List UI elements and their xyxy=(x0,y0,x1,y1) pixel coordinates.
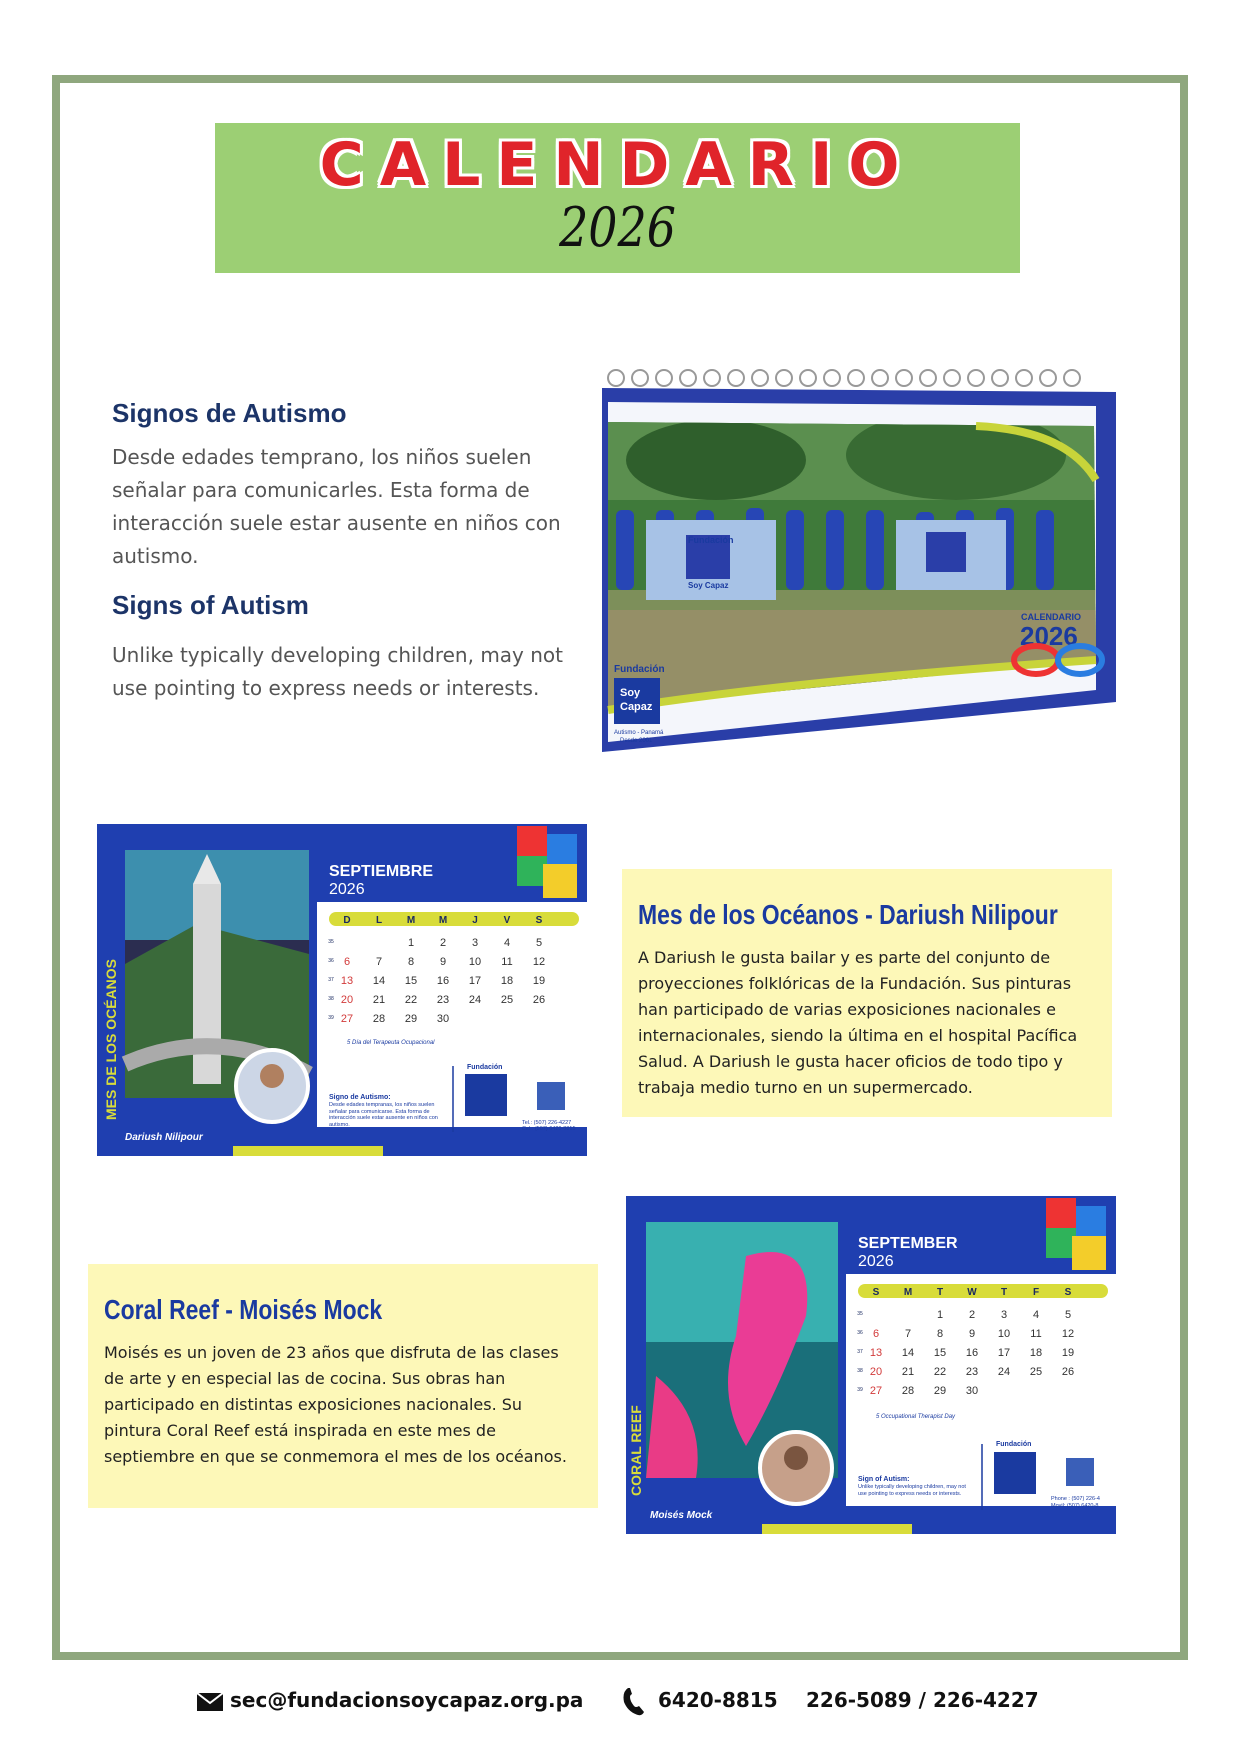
sep-en-week-number: 35 xyxy=(857,1311,863,1317)
sep-en-week-number: 38 xyxy=(857,1368,863,1374)
sep-es-day: 19 xyxy=(532,975,546,987)
sep-en-day: 14 xyxy=(901,1347,915,1359)
sep-es-day: 27 xyxy=(340,1013,354,1025)
desk-cal-label: CALENDARIO xyxy=(1021,612,1081,622)
sep-es-day: 9 xyxy=(439,956,447,968)
sep-en-day: 30 xyxy=(965,1385,979,1397)
sep-en-weekday: T xyxy=(1000,1287,1008,1298)
sep-en-weekday: F xyxy=(1032,1287,1040,1298)
sep-es-phone-1: Tel.: (507) 226-4227 xyxy=(522,1120,572,1126)
desk-org-since: Desde 2001 xyxy=(620,738,653,744)
sep-en-day: 10 xyxy=(997,1328,1011,1340)
sep-es-day: 13 xyxy=(340,975,354,987)
sep-en-phone-2: Movil: (507) 6420-8 xyxy=(1051,1503,1099,1509)
sep-es-weekday: M xyxy=(406,915,416,926)
moises-note xyxy=(88,1264,598,1508)
sep-es-day: 16 xyxy=(436,975,450,987)
sep-es-weekday: J xyxy=(472,915,478,926)
sep-es-day: 8 xyxy=(407,956,415,968)
desk-calendar-photo xyxy=(596,360,1118,752)
sep-en-day: 12 xyxy=(1061,1328,1075,1340)
sep-en-sign-title: Sign of Autism: xyxy=(858,1476,910,1483)
moises-title: Coral Reef - Moisés Mock xyxy=(104,1294,383,1325)
sep-en-artist: Moisés Mock xyxy=(650,1510,713,1521)
sep-es-day: 5 xyxy=(535,937,543,949)
sep-es-day: 25 xyxy=(500,994,514,1006)
sep-en-week-number: 36 xyxy=(857,1330,863,1336)
desk-cal-year: 2026 xyxy=(1020,621,1078,651)
sep-en-day: 19 xyxy=(1061,1347,1075,1359)
sep-en-week-number: 39 xyxy=(857,1387,863,1393)
sep-en-day: 5 xyxy=(1064,1309,1072,1321)
desk-banner-name: Soy Capaz xyxy=(688,581,729,590)
sep-es-weekday: S xyxy=(535,915,543,926)
dariush-note xyxy=(622,869,1112,1117)
sep-es-day: 24 xyxy=(468,994,482,1006)
sep-en-year: 2026 xyxy=(858,1253,894,1270)
sep-en-day: 29 xyxy=(933,1385,947,1397)
footer-email[interactable]: sec@fundacionsoycapaz.org.pa xyxy=(230,1688,584,1712)
sep-es-day: 4 xyxy=(503,937,511,949)
sep-es-day: 11 xyxy=(501,956,513,968)
spanish-heading: Signos de Autismo xyxy=(112,398,347,428)
sep-es-week-number: 36 xyxy=(328,958,334,964)
sep-en-day: 25 xyxy=(1029,1366,1043,1378)
sep-en-day: 4 xyxy=(1032,1309,1040,1321)
sep-en-day: 7 xyxy=(904,1328,912,1340)
sep-es-week-number: 35 xyxy=(328,939,334,945)
footer xyxy=(0,1680,1240,1720)
sep-en-day: 20 xyxy=(869,1366,883,1378)
english-heading: Signs of Autism xyxy=(112,590,309,620)
sep-en-day: 11 xyxy=(1030,1328,1042,1340)
sep-es-day: 12 xyxy=(532,956,546,968)
sep-en-weekday: S xyxy=(1064,1287,1072,1298)
sep-en-week-number: 37 xyxy=(857,1349,863,1355)
sep-es-side-label: MES DE LOS OCÉANOS xyxy=(103,958,119,1120)
sep-es-day: 6 xyxy=(343,956,351,968)
sep-es-day: 29 xyxy=(404,1013,418,1025)
sep-es-month: SEPTIEMBRE xyxy=(329,863,434,880)
spanish-body: Desde edades temprano, los niños suelen señalar para comunicarles. Esta forma de interacción suele estar ausente en niños con autismo. xyxy=(112,445,561,568)
qr-code-icon xyxy=(537,1082,565,1110)
sep-es-day: 15 xyxy=(404,975,418,987)
envelope-icon xyxy=(196,1692,224,1712)
sep-en-sign-text: Unlike typically developing children, may not use pointing to express needs or interests. xyxy=(858,1484,966,1497)
sep-es-sign-title: Signo de Autismo: xyxy=(329,1094,391,1101)
sep-en-day: 8 xyxy=(936,1328,944,1340)
sep-es-day: 10 xyxy=(468,956,482,968)
sep-en-weekday: M xyxy=(903,1287,913,1298)
sep-es-logo-label: Fundación xyxy=(467,1064,503,1071)
sep-en-day: 1 xyxy=(936,1309,944,1321)
sep-en-day: 6 xyxy=(872,1328,880,1340)
sep-es-note: 5 Día del Terapeuta Ocupacional xyxy=(347,1040,435,1046)
soy-capaz-logo xyxy=(994,1452,1036,1494)
sep-es-day: 22 xyxy=(404,994,418,1006)
sep-en-day: 27 xyxy=(869,1385,883,1397)
desk-banner-label: Fundación xyxy=(688,535,734,545)
sep-es-year: 2026 xyxy=(329,881,365,898)
sep-en-day: 2 xyxy=(968,1309,976,1321)
sep-es-weekday: V xyxy=(503,915,511,926)
sep-en-day: 15 xyxy=(933,1347,947,1359)
sep-en-day: 9 xyxy=(968,1328,976,1340)
sep-es-week-number: 38 xyxy=(328,996,334,1002)
sep-es-day: 14 xyxy=(372,975,386,987)
sep-en-day: 16 xyxy=(965,1347,979,1359)
desk-org-label: Fundación xyxy=(614,664,665,675)
sep-es-day: 7 xyxy=(375,956,383,968)
sep-en-month: SEPTEMBER xyxy=(858,1235,958,1252)
desk-org-name-2: Capaz xyxy=(620,701,653,713)
page-year: 2026 xyxy=(559,196,676,259)
sep-en-phone-1: Phone : (507) 226-4 xyxy=(1051,1496,1100,1502)
dariush-body: A Dariush le gusta bailar y es parte del conjunto de proyecciones folklóricas de la Fundación. Sus pinturas han participado de varias exposiciones nacionales e internacionales, siendo la última en el hospital Pacífica Salud. A Dariush le gusta hacer oficios de todo tipo y trabaja medio turno en un supermercado. xyxy=(638,948,1078,1097)
sep-es-week-number: 39 xyxy=(328,1015,334,1021)
sep-en-day: 17 xyxy=(997,1347,1011,1359)
phone-icon xyxy=(622,1686,646,1716)
qr-code-icon xyxy=(1066,1458,1094,1486)
sep-en-side-label: CORAL REEF xyxy=(628,1405,644,1496)
sep-es-day: 26 xyxy=(532,994,546,1006)
footer-phones[interactable]: 226-5089 / 226-4227 xyxy=(806,1688,1039,1712)
sep-es-weekday: L xyxy=(375,915,383,926)
spanish-block xyxy=(112,398,592,573)
sep-es-artist: Dariush Nilipour xyxy=(125,1132,203,1143)
sep-es-day: 1 xyxy=(407,937,415,949)
sep-en-day: 21 xyxy=(901,1366,915,1378)
sep-es-day: 23 xyxy=(436,994,450,1006)
september-calendar-card xyxy=(626,1196,1116,1534)
septiembre-calendar-card xyxy=(97,824,587,1156)
sep-es-day: 3 xyxy=(471,937,479,949)
desk-org-name-1: Soy xyxy=(620,687,641,699)
sep-es-phone-2: Cel.: (507) 6420-8815 xyxy=(522,1126,576,1132)
sep-es-day: 21 xyxy=(372,994,386,1006)
sep-es-day: 30 xyxy=(436,1013,450,1025)
sep-en-weekday: T xyxy=(936,1287,944,1298)
sep-en-day: 23 xyxy=(965,1366,979,1378)
dariush-title: Mes de los Océanos - Dariush Nilipour xyxy=(638,899,1058,930)
sep-en-day: 3 xyxy=(1000,1309,1008,1321)
sep-es-weekday: D xyxy=(343,915,351,926)
sep-es-sign-text: Desde edades tempranas, los niños suelen señalar para comunicarse. Esta forma de interacción suele estar ausente en niños con autismo. xyxy=(329,1102,438,1128)
english-block xyxy=(112,590,592,705)
sep-en-day: 13 xyxy=(869,1347,883,1359)
soy-capaz-logo xyxy=(465,1074,507,1116)
sep-es-day: 2 xyxy=(439,937,447,949)
sep-en-note: 5 Occupational Therapist Day xyxy=(876,1414,956,1420)
sep-es-day: 17 xyxy=(468,975,482,987)
title-banner xyxy=(215,123,1020,273)
desk-org-sub: Autismo - Panamá xyxy=(614,730,664,736)
sep-en-day: 22 xyxy=(933,1366,947,1378)
sep-es-weekday: M xyxy=(438,915,448,926)
sep-en-weekday: S xyxy=(872,1287,880,1298)
sep-en-weekday: W xyxy=(967,1287,977,1298)
sep-es-day: 18 xyxy=(500,975,514,987)
sep-en-day: 26 xyxy=(1061,1366,1075,1378)
sep-es-day: 28 xyxy=(372,1013,386,1025)
sep-en-day: 28 xyxy=(901,1385,915,1397)
footer-phone[interactable]: 6420-8815 xyxy=(658,1688,778,1712)
sep-en-day: 24 xyxy=(997,1366,1011,1378)
sep-es-week-number: 37 xyxy=(328,977,334,983)
english-body: Unlike typically developing children, may not use pointing to express needs or interests. xyxy=(112,643,564,700)
page-title: CALENDARIO xyxy=(319,130,916,200)
sep-es-day: 20 xyxy=(340,994,354,1006)
sep-en-logo-label: Fundación xyxy=(996,1441,1032,1448)
moises-body: Moisés es un joven de 23 años que disfruta de las clases de arte y en especial las de cocina. Sus obras han participado en distintas exposiciones nacionales. Su pintura Coral Reef está inspirada en este mes de septiembre en que se conmemora el mes de los océanos. xyxy=(104,1343,567,1466)
sep-en-day: 18 xyxy=(1029,1347,1043,1359)
